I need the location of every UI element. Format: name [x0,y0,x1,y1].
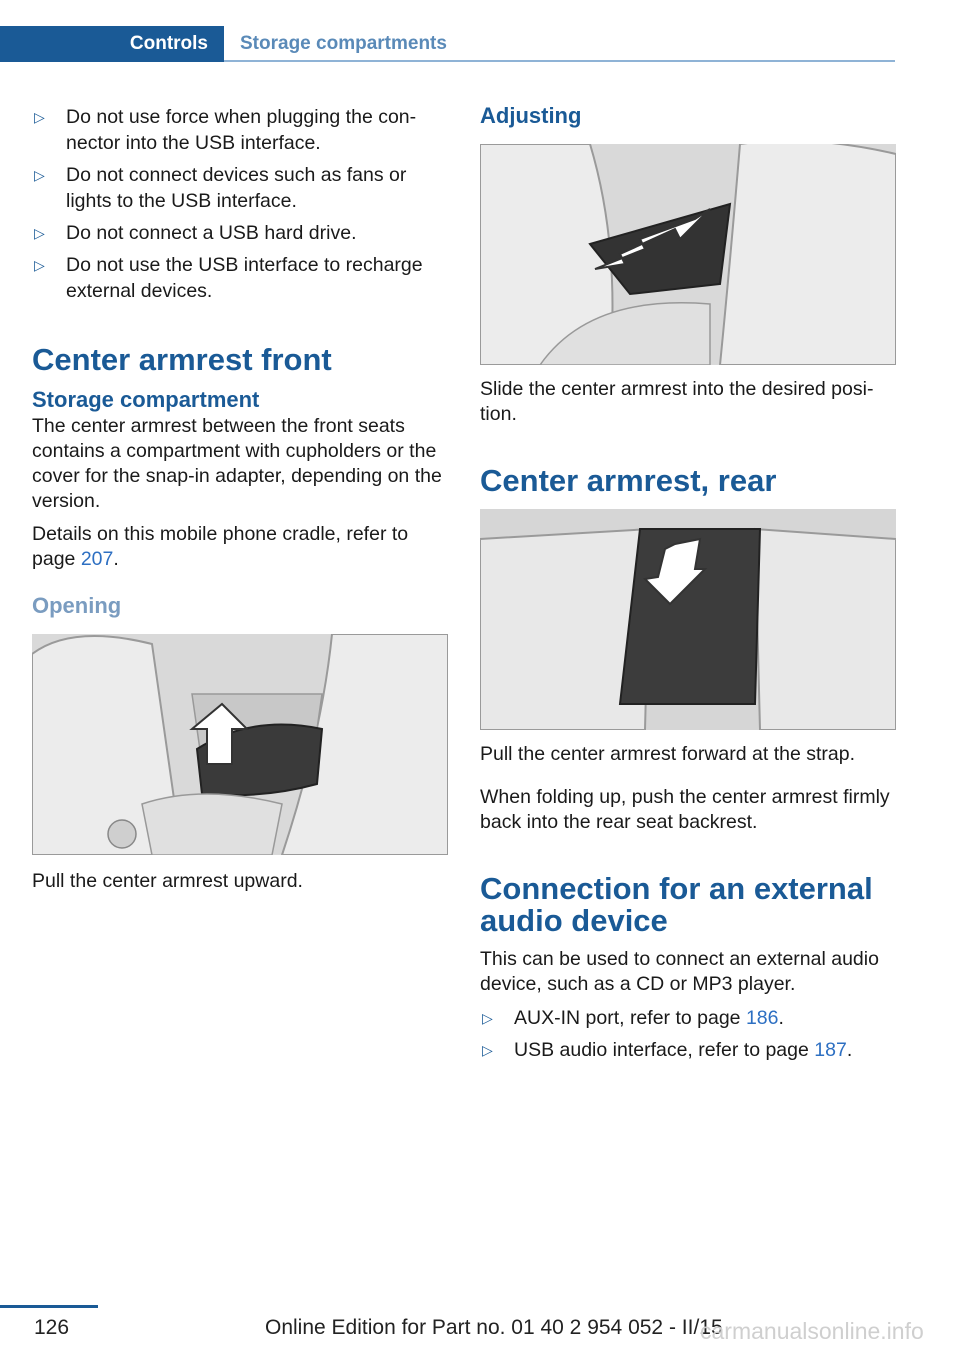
page-link-207[interactable]: 207 [80,548,114,570]
heading-storage-compartment: Storage compartment [32,387,260,412]
bullet-triangle-icon: ▷ [482,1042,493,1058]
bullet-triangle-icon: ▷ [34,167,45,183]
external-audio-description: This can be used to connect an external audio device, such as a CD or MP3 player. [480,948,879,995]
armrest-adjusting-illustration [480,144,896,365]
heading-adjusting: Adjusting [480,103,582,128]
running-header [0,26,895,62]
rear-armrest-illustration [480,509,896,730]
storage-description: The center armrest between the front seats contains a compartment with cupholders or the cover for the snap-in adapter, depending on the version. [32,415,442,512]
list-item: ▷ Do not use force when plugging the con-nector into the USB interface. [34,106,417,154]
bullet-triangle-icon: ▷ [34,225,45,241]
header-chapter: Controls [0,26,224,62]
site-watermark: carmanualsonline.info [700,1318,924,1344]
heading-center-armrest-rear: Center armrest, rear [480,463,777,498]
bullet-triangle-icon: ▷ [34,109,45,125]
footer-rule [0,1305,98,1308]
folding-note: When folding up, push the center armrest firmly back into the rear seat backrest. [480,786,890,833]
header-rule [224,60,895,62]
heading-center-armrest-front: Center armrest front [32,342,332,377]
edition-note: Online Edition for Part no. 01 40 2 954 052 - II/15 [265,1316,723,1339]
audio-connection-list [480,1005,896,1063]
page-number: 126 [34,1316,70,1339]
list-item: ▷ Do not connect devices such as fans or lights to the USB interface. [34,164,407,212]
list-item: ▷ USB audio interface, refer to page 187. [482,1039,853,1061]
rear-armrest-caption: Pull the center armrest forward at the strap. [480,743,855,765]
heading-external-audio: Connection for an external audio device [480,871,873,938]
opening-caption: Pull the center armrest upward. [32,870,303,892]
left-column [32,100,448,894]
list-item: ▷ Do not use the USB interface to recharge external devices. [34,254,423,302]
heading-opening: Opening [32,593,122,618]
header-section: Storage compartments [240,33,447,54]
usb-warning-list [32,104,448,304]
bullet-triangle-icon: ▷ [34,257,45,273]
armrest-opening-illustration [32,634,448,855]
list-item: ▷ AUX-IN port, refer to page 186. [482,1007,784,1029]
page-link-186[interactable]: 186 [745,1007,779,1029]
cradle-reference: Details on this mobile phone cradle, refer to page 207. [32,523,409,570]
page-link-187[interactable]: 187 [814,1039,847,1061]
adjusting-caption: Slide the center armrest into the desired posi-tion. [480,378,874,425]
bullet-triangle-icon: ▷ [482,1010,493,1026]
right-column [480,100,896,1069]
list-item: ▷ Do not connect a USB hard drive. [34,222,357,244]
